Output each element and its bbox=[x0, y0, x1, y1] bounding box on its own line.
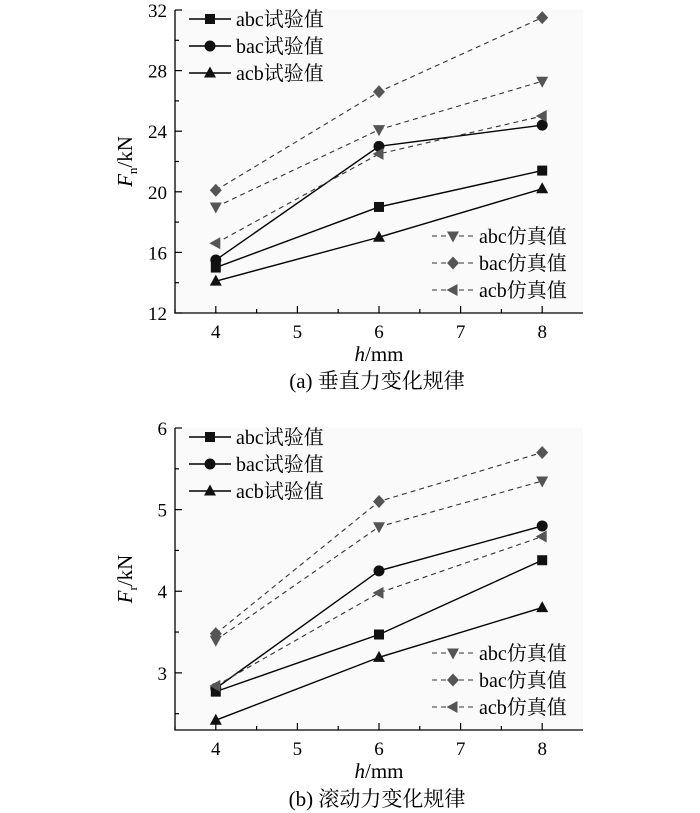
legend-label: acb试验值 bbox=[236, 481, 324, 503]
y-tick-label: 20 bbox=[148, 182, 167, 204]
x-axis-unit: /mm bbox=[364, 342, 404, 366]
legend-label: bac试验值 bbox=[236, 36, 324, 58]
x-tick-label: 6 bbox=[374, 322, 384, 343]
panel-a bbox=[113, 1, 583, 393]
legend-label: bac仿真值 bbox=[479, 253, 567, 275]
x-axis-var: h bbox=[354, 342, 365, 366]
legend-marker bbox=[205, 14, 215, 24]
legend-label: acb仿真值 bbox=[479, 280, 567, 302]
y-tick-label: 28 bbox=[148, 61, 167, 83]
y-axis-sub: r bbox=[125, 586, 140, 591]
figure-caption: (b) 滚动力变化规律 bbox=[288, 787, 466, 811]
legend-label: bac试验值 bbox=[236, 454, 324, 476]
legend-bottom-right bbox=[432, 642, 567, 719]
x-tick-label: 8 bbox=[537, 739, 547, 760]
y-axis-label bbox=[113, 555, 140, 605]
y-axis-var: F bbox=[113, 174, 137, 187]
data-point bbox=[374, 630, 384, 640]
y-tick-label: 24 bbox=[148, 122, 167, 144]
x-axis-label bbox=[354, 759, 403, 783]
legend-marker bbox=[205, 432, 215, 442]
x-tick-label: 6 bbox=[374, 739, 384, 760]
legend-label: abc试验值 bbox=[236, 9, 324, 31]
x-tick-label: 5 bbox=[292, 739, 303, 760]
y-axis-unit: /kN bbox=[113, 554, 137, 587]
y-tick-label: 12 bbox=[148, 304, 167, 325]
y-axis-sub: n bbox=[125, 167, 140, 175]
data-point bbox=[374, 565, 385, 576]
y-tick-label: 5 bbox=[157, 500, 167, 522]
legend-marker bbox=[205, 41, 216, 52]
y-tick-label: 16 bbox=[148, 243, 167, 265]
y-tick-label: 3 bbox=[157, 663, 167, 685]
x-tick-label: 5 bbox=[292, 322, 303, 343]
y-axis-label bbox=[113, 136, 140, 188]
x-axis-label bbox=[354, 342, 403, 366]
y-tick-label: 6 bbox=[157, 419, 167, 440]
y-axis-var: F bbox=[113, 590, 137, 604]
x-axis-var: h bbox=[354, 759, 365, 783]
x-tick-label: 4 bbox=[211, 739, 221, 760]
y-tick-label: 32 bbox=[148, 1, 167, 22]
legend-label: abc试验值 bbox=[236, 427, 324, 449]
legend-top-left bbox=[189, 426, 324, 503]
legend-top-left bbox=[189, 8, 324, 85]
legend-marker bbox=[205, 459, 216, 470]
legend-label: acb仿真值 bbox=[479, 697, 567, 719]
panel-b bbox=[113, 419, 583, 811]
x-axis-unit: /mm bbox=[364, 759, 404, 783]
legend-label: abc仿真值 bbox=[479, 226, 567, 248]
data-point bbox=[537, 166, 547, 176]
x-tick-label: 8 bbox=[537, 322, 547, 343]
data-point bbox=[537, 555, 547, 565]
y-tick-label: 4 bbox=[157, 582, 167, 604]
legend-label: acb试验值 bbox=[236, 63, 324, 85]
x-tick-label: 7 bbox=[455, 739, 466, 760]
legend-label: bac仿真值 bbox=[479, 670, 567, 692]
data-point bbox=[374, 202, 384, 212]
data-point bbox=[210, 254, 221, 265]
x-tick-label: 4 bbox=[211, 322, 221, 343]
figure-caption: (a) 垂直力变化规律 bbox=[289, 369, 465, 393]
legend-label: abc仿真值 bbox=[479, 643, 567, 665]
x-tick-label: 7 bbox=[455, 322, 466, 343]
legend-bottom-right bbox=[432, 225, 567, 302]
y-axis-unit: /kN bbox=[113, 136, 137, 168]
data-point bbox=[537, 520, 548, 531]
